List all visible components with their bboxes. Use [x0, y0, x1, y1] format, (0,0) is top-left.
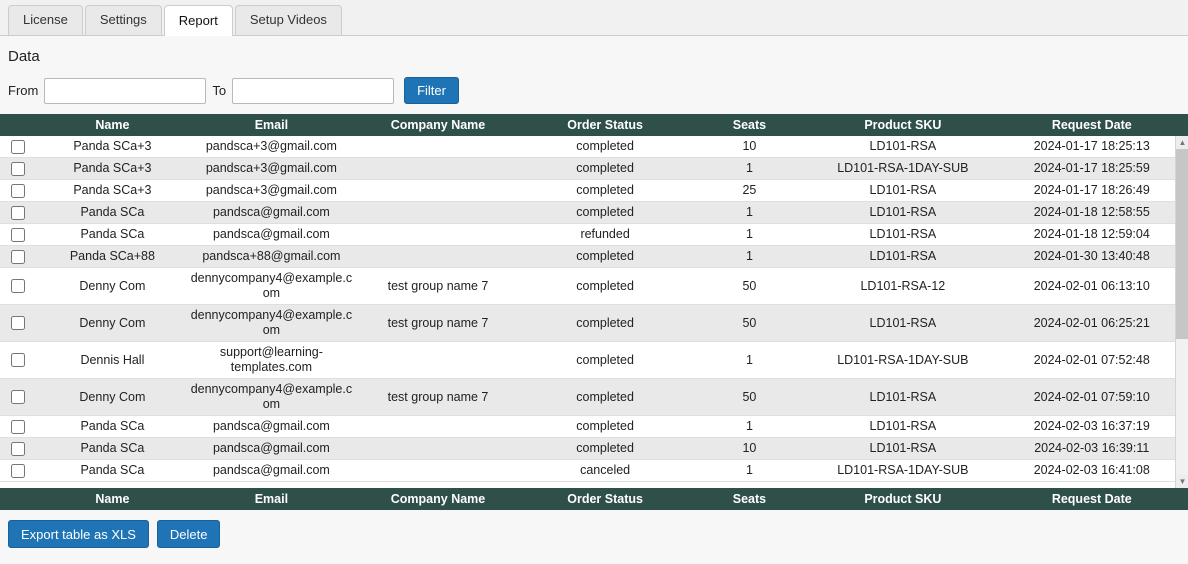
tab-license[interactable] — [8, 5, 83, 35]
row-checkbox[interactable] — [11, 250, 25, 264]
cell-email: pandsca@gmail.com — [188, 438, 354, 460]
cell-seats: 50 — [689, 379, 811, 416]
cell-seats: 1 — [689, 202, 811, 224]
cell-seats: 25 — [689, 180, 811, 202]
footer-column-seats: Seats — [689, 488, 811, 510]
cell-company-name — [354, 416, 521, 438]
cell-name: Panda SCa+3 — [36, 158, 188, 180]
row-checkbox-cell[interactable] — [0, 246, 36, 268]
row-checkbox[interactable] — [11, 279, 25, 293]
report-table — [0, 114, 1188, 510]
cell-name: Panda SCa — [36, 438, 188, 460]
table-row[interactable] — [0, 379, 1188, 416]
tab-settings[interactable] — [85, 5, 162, 35]
to-date-input[interactable] — [232, 78, 394, 104]
table-row[interactable] — [0, 180, 1188, 202]
cell-order-status: completed — [522, 342, 689, 379]
cell-email: pandsca@gmail.com — [188, 460, 354, 482]
row-checkbox-cell[interactable] — [0, 224, 36, 246]
footer-select-all — [0, 488, 36, 510]
cell-name: Panda SCa — [36, 202, 188, 224]
cell-email: dennycompany4@example.com — [188, 379, 354, 416]
report-table-header — [0, 114, 1188, 136]
tab-license-label: License — [23, 12, 68, 27]
cell-seats: 10 — [689, 136, 811, 158]
cell-name: Panda SCa — [36, 224, 188, 246]
report-panel — [0, 36, 1188, 564]
cell-seats: 1 — [689, 224, 811, 246]
cell-name: Denny Com — [36, 268, 188, 305]
cell-product-sku: LD101-RSA — [810, 246, 995, 268]
cell-product-sku: LD101-RSA — [810, 224, 995, 246]
cell-request-date: 2024-02-03 16:39:11 — [996, 438, 1188, 460]
cell-order-status: completed — [522, 246, 689, 268]
tab-bar — [0, 0, 1188, 36]
from-label: From — [8, 83, 39, 98]
row-checkbox[interactable] — [11, 316, 25, 330]
row-checkbox[interactable] — [11, 140, 25, 154]
cell-name: Panda SCa+88 — [36, 246, 188, 268]
report-table-body — [0, 136, 1188, 482]
cell-product-sku: LD101-RSA — [810, 136, 995, 158]
cell-seats: 50 — [689, 268, 811, 305]
cell-request-date: 2024-01-30 13:40:48 — [996, 246, 1188, 268]
table-row[interactable] — [0, 246, 1188, 268]
row-checkbox-cell[interactable] — [0, 438, 36, 460]
row-checkbox[interactable] — [11, 420, 25, 434]
cell-seats: 1 — [689, 246, 811, 268]
row-checkbox-cell[interactable] — [0, 158, 36, 180]
scroll-up-icon[interactable]: ▲ — [1176, 136, 1188, 149]
tab-report-label: Report — [178, 13, 218, 28]
row-checkbox[interactable] — [11, 353, 25, 367]
row-checkbox-cell[interactable] — [0, 379, 36, 416]
row-checkbox[interactable] — [11, 442, 25, 456]
cell-product-sku: LD101-RSA — [810, 202, 995, 224]
cell-product-sku: LD101-RSA-12 — [810, 268, 995, 305]
tab-settings-label: Settings — [99, 12, 147, 27]
table-row[interactable] — [0, 224, 1188, 246]
cell-product-sku: LD101-RSA — [810, 379, 995, 416]
column-header-name[interactable]: Name — [36, 114, 188, 136]
table-body-scroll-area[interactable] — [0, 136, 1188, 488]
cell-name: Panda SCa — [36, 460, 188, 482]
export-xls-button[interactable]: Export table as XLS — [8, 520, 149, 548]
row-checkbox-cell[interactable] — [0, 136, 36, 158]
cell-request-date: 2024-01-17 18:26:49 — [996, 180, 1188, 202]
cell-request-date: 2024-01-17 18:25:13 — [996, 136, 1188, 158]
cell-product-sku: LD101-RSA-1DAY-SUB — [810, 342, 995, 379]
cell-email: pandsca@gmail.com — [188, 224, 354, 246]
cell-seats: 10 — [689, 438, 811, 460]
cell-name: Denny Com — [36, 305, 188, 342]
cell-product-sku: LD101-RSA-1DAY-SUB — [810, 460, 995, 482]
row-checkbox-cell[interactable] — [0, 268, 36, 305]
footer-column-company-name: Company Name — [354, 488, 521, 510]
column-header-product-sku[interactable]: Product SKU — [810, 114, 995, 136]
cell-request-date: 2024-02-01 07:52:48 — [996, 342, 1188, 379]
column-header-seats[interactable]: Seats — [689, 114, 811, 136]
to-label: To — [212, 83, 227, 98]
select-all-header[interactable] — [0, 114, 36, 136]
footer-column-name: Name — [36, 488, 188, 510]
table-row[interactable] — [0, 202, 1188, 224]
cell-order-status: completed — [522, 180, 689, 202]
cell-order-status: canceled — [522, 460, 689, 482]
cell-seats: 1 — [689, 416, 811, 438]
cell-seats: 1 — [689, 158, 811, 180]
column-header-order-status[interactable]: Order Status — [522, 114, 689, 136]
cell-product-sku: LD101-RSA — [810, 305, 995, 342]
cell-request-date: 2024-01-18 12:58:55 — [996, 202, 1188, 224]
cell-product-sku: LD101-RSA — [810, 438, 995, 460]
filter-button[interactable]: Filter — [404, 77, 459, 104]
table-row[interactable] — [0, 438, 1188, 460]
cell-name: Panda SCa+3 — [36, 180, 188, 202]
filter-bar — [0, 73, 1188, 114]
cell-order-status: completed — [522, 438, 689, 460]
cell-company-name — [354, 438, 521, 460]
table-row[interactable] — [0, 158, 1188, 180]
cell-company-name — [354, 224, 521, 246]
cell-name: Panda SCa+3 — [36, 136, 188, 158]
from-date-input[interactable] — [44, 78, 206, 104]
cell-company-name: test group name 7 — [354, 379, 521, 416]
tab-setup-videos-label: Setup Videos — [249, 12, 327, 27]
table-row[interactable] — [0, 305, 1188, 342]
footer-column-email: Email — [188, 488, 354, 510]
row-checkbox[interactable] — [11, 206, 25, 220]
cell-request-date: 2024-02-01 07:59:10 — [996, 379, 1188, 416]
cell-name: Denny Com — [36, 379, 188, 416]
cell-email: support@learning-templates.com — [188, 342, 354, 379]
column-header-request-date[interactable]: Request Date — [996, 114, 1188, 136]
cell-order-status: completed — [522, 202, 689, 224]
cell-company-name — [354, 158, 521, 180]
cell-order-status: refunded — [522, 224, 689, 246]
table-footer-row — [0, 488, 1188, 510]
cell-product-sku: LD101-RSA — [810, 180, 995, 202]
row-checkbox-cell[interactable] — [0, 342, 36, 379]
row-checkbox-cell[interactable] — [0, 180, 36, 202]
column-header-company-name[interactable]: Company Name — [354, 114, 521, 136]
cell-company-name — [354, 180, 521, 202]
row-checkbox[interactable] — [11, 162, 25, 176]
table-scrollbar[interactable] — [1175, 136, 1188, 488]
row-checkbox-cell[interactable] — [0, 202, 36, 224]
cell-name: Panda SCa — [36, 416, 188, 438]
scroll-down-icon[interactable]: ▼ — [1176, 475, 1188, 488]
cell-request-date: 2024-01-18 12:59:04 — [996, 224, 1188, 246]
cell-order-status: completed — [522, 268, 689, 305]
cell-company-name: test group name 7 — [354, 268, 521, 305]
table-rows — [0, 136, 1188, 482]
column-header-email[interactable]: Email — [188, 114, 354, 136]
row-checkbox[interactable] — [11, 464, 25, 478]
cell-request-date: 2024-02-03 16:41:08 — [996, 460, 1188, 482]
cell-email: dennycompany4@example.com — [188, 305, 354, 342]
cell-email: pandsca+88@gmail.com — [188, 246, 354, 268]
cell-seats: 50 — [689, 305, 811, 342]
tab-setup-videos[interactable] — [235, 5, 342, 35]
footer-column-product-sku: Product SKU — [810, 488, 995, 510]
row-checkbox-cell[interactable] — [0, 305, 36, 342]
cell-seats: 1 — [689, 460, 811, 482]
cell-company-name — [354, 246, 521, 268]
cell-order-status: completed — [522, 416, 689, 438]
cell-product-sku: LD101-RSA — [810, 416, 995, 438]
page-title: Data — [8, 48, 40, 65]
table-row[interactable] — [0, 416, 1188, 438]
cell-order-status: completed — [522, 158, 689, 180]
cell-request-date: 2024-02-01 06:13:10 — [996, 268, 1188, 305]
table-row[interactable] — [0, 460, 1188, 482]
cell-company-name — [354, 136, 521, 158]
cell-name: Dennis Hall — [36, 342, 188, 379]
footer-column-request-date: Request Date — [996, 488, 1188, 510]
cell-company-name — [354, 202, 521, 224]
cell-order-status: completed — [522, 379, 689, 416]
cell-email: pandsca+3@gmail.com — [188, 136, 354, 158]
cell-company-name — [354, 460, 521, 482]
cell-product-sku: LD101-RSA-1DAY-SUB — [810, 158, 995, 180]
table-row[interactable] — [0, 136, 1188, 158]
cell-order-status: completed — [522, 136, 689, 158]
cell-request-date: 2024-02-01 06:25:21 — [996, 305, 1188, 342]
report-table-footer — [0, 488, 1188, 510]
cell-company-name: test group name 7 — [354, 305, 521, 342]
cell-email: pandsca@gmail.com — [188, 202, 354, 224]
table-header-row — [0, 114, 1188, 136]
cell-email: pandsca@gmail.com — [188, 416, 354, 438]
cell-email: dennycompany4@example.com — [188, 268, 354, 305]
cell-company-name — [354, 342, 521, 379]
footer-column-order-status: Order Status — [522, 488, 689, 510]
scrollbar-thumb[interactable] — [1176, 149, 1188, 339]
row-checkbox[interactable] — [11, 228, 25, 242]
cell-seats: 1 — [689, 342, 811, 379]
table-actions — [0, 510, 1188, 548]
row-checkbox[interactable] — [11, 184, 25, 198]
cell-request-date: 2024-01-17 18:25:59 — [996, 158, 1188, 180]
row-checkbox-cell[interactable] — [0, 460, 36, 482]
cell-request-date: 2024-02-03 16:37:19 — [996, 416, 1188, 438]
table-row[interactable] — [0, 268, 1188, 305]
cell-order-status: completed — [522, 305, 689, 342]
row-checkbox[interactable] — [11, 390, 25, 404]
tab-report[interactable] — [164, 5, 233, 36]
delete-button[interactable]: Delete — [157, 520, 221, 548]
table-row[interactable] — [0, 342, 1188, 379]
cell-email: pandsca+3@gmail.com — [188, 180, 354, 202]
row-checkbox-cell[interactable] — [0, 416, 36, 438]
cell-email: pandsca+3@gmail.com — [188, 158, 354, 180]
